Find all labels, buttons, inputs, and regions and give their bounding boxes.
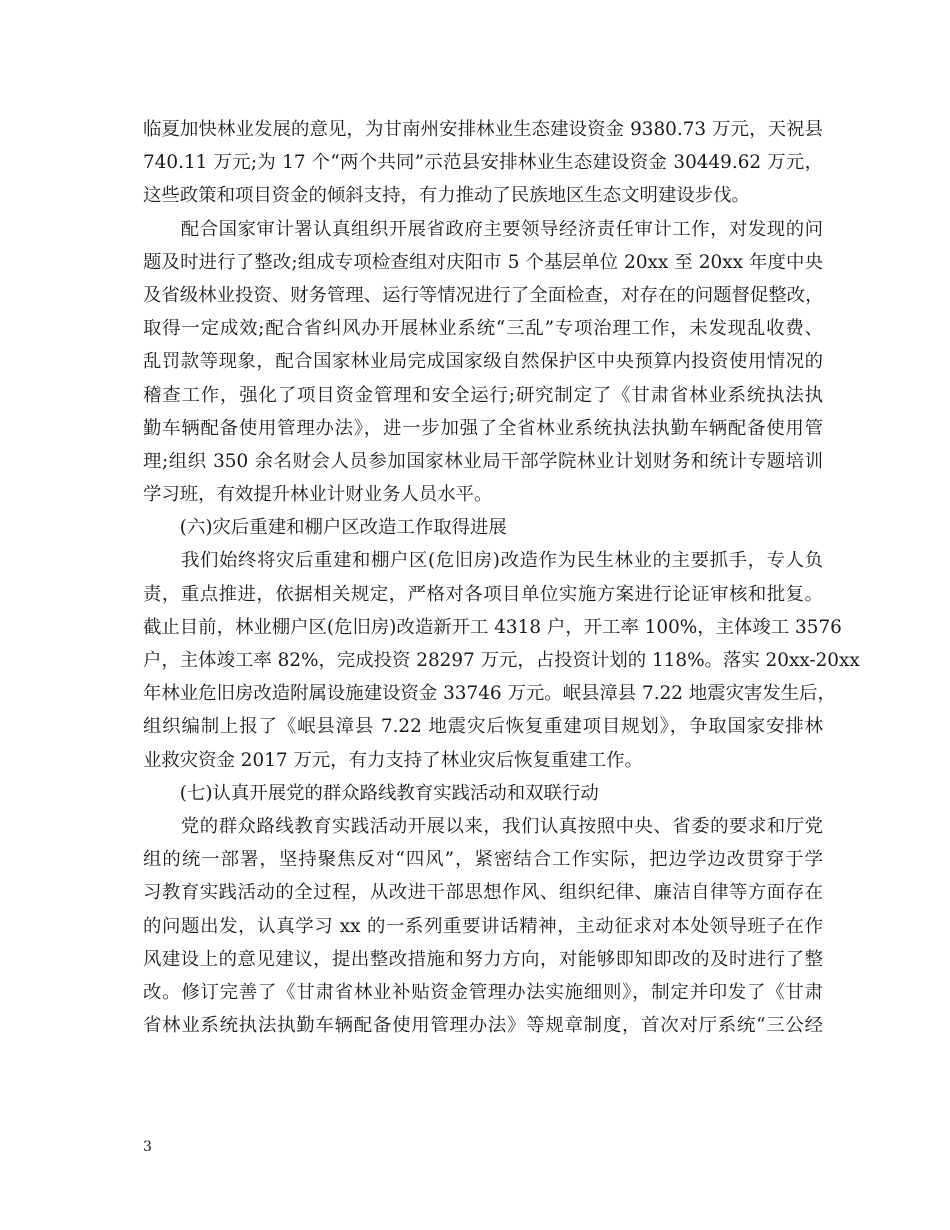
text-line: 习教育实践活动的全过程，从改进干部思想作风、组织纪律、廉洁自律等方面存在 — [143, 882, 823, 904]
text-line: 年林业危旧房改造附属设施建设资金 33746 万元。岷县漳县 7.22 地震灾害发生后， — [143, 683, 836, 705]
text-line: 户，主体竣工率 82%，完成投资 28297 万元，占投资计划的 118%。落实 20xx-20xx — [143, 650, 860, 671]
page-number: 3 — [143, 1139, 152, 1155]
text-line: 改。修订完善了《甘肃省林业补贴资金管理办法实施细则》，制定并印发了《甘肃 — [143, 981, 823, 1003]
text-line: 省林业系统执法执勤车辆配备使用管理办法》等规章制度，首次对厅系统“三公经 — [143, 1015, 823, 1037]
text-line: 乱罚款等现象，配合国家林业局完成国家级自然保护区中央预算内投资使用情况的 — [143, 351, 823, 373]
text-line: 组织编制上报了《岷县漳县 7.22 地震灾后恢复重建项目规划》，争取国家安排林 — [143, 716, 823, 738]
text-line: 的问题出发，认真学习 xx 的一系列重要讲话精神，主动征求对本处领导班子在作 — [143, 915, 823, 937]
text-line: 业救灾资金 2017 万元，有力支持了林业灾后恢复重建工作。 — [143, 749, 643, 771]
section-heading: (六)灾后重建和棚户区改造工作取得进展 — [143, 517, 507, 539]
text-line: 题及时进行了整改;组成专项检查组对庆阳市 5 个基层单位 20xx 至 20xx 年度中央 — [143, 251, 823, 273]
text-line: 党的群众路线教育实践活动开展以来，我们认真按照中央、省委的要求和厅党 — [143, 815, 823, 837]
text-line: 组的统一部署，坚持聚焦反对“四风”，紧密结合工作实际，把边学边改贯穿于学 — [143, 849, 823, 871]
text-line: 稽查工作，强化了项目资金管理和安全运行;研究制定了《甘肃省林业系统执法执 — [143, 384, 823, 406]
document-body — [143, 113, 860, 1042]
text-line: 理;组织 350 余名财会人员参加国家林业局干部学院林业计划财务和统计专题培训 — [143, 450, 823, 472]
text-line: 我们始终将灾后重建和棚户区(危旧房)改造作为民生林业的主要抓手，专人负 — [143, 550, 823, 572]
section-heading: (七)认真开展党的群众路线教育实践活动和双联行动 — [143, 782, 599, 804]
text-line: 配合国家审计署认真组织开展省政府主要领导经济责任审计工作，对发现的问 — [143, 218, 823, 240]
text-line: 截止目前，林业棚户区(危旧房)改造新开工 4318 户，开工率 100%，主体竣工 3576 — [143, 616, 842, 638]
text-line: 取得一定成效;配合省纠风办开展林业系统“三乱”专项治理工作，未发现乱收费、 — [143, 318, 823, 340]
text-line: 740.11 万元;为 17 个“两个共同”示范县安排林业生态建设资金 30449.62 万元， — [143, 152, 823, 174]
text-line: 这些政策和项目资金的倾斜支持，有力推动了民族地区生态文明建设步伐。 — [143, 185, 750, 207]
text-line: 勤车辆配备使用管理办法》，进一步加强了全省林业系统执法执勤车辆配备使用管 — [143, 417, 823, 439]
text-line: 风建设上的意见建议，提出整改措施和努力方向，对能够即知即改的及时进行了整 — [143, 948, 823, 970]
text-line: 责，重点推进，依据相关规定，严格对各项目单位实施方案进行论证审核和批复。 — [143, 583, 823, 605]
text-line: 学习班，有效提升林业计财业务人员水平。 — [143, 484, 493, 506]
text-line: 临夏加快林业发展的意见，为甘南州安排林业生态建设资金 9380.73 万元，天祝县 — [143, 119, 823, 140]
text-line: 及省级林业投资、财务管理、运行等情况进行了全面检查，对存在的问题督促整改， — [143, 284, 824, 306]
